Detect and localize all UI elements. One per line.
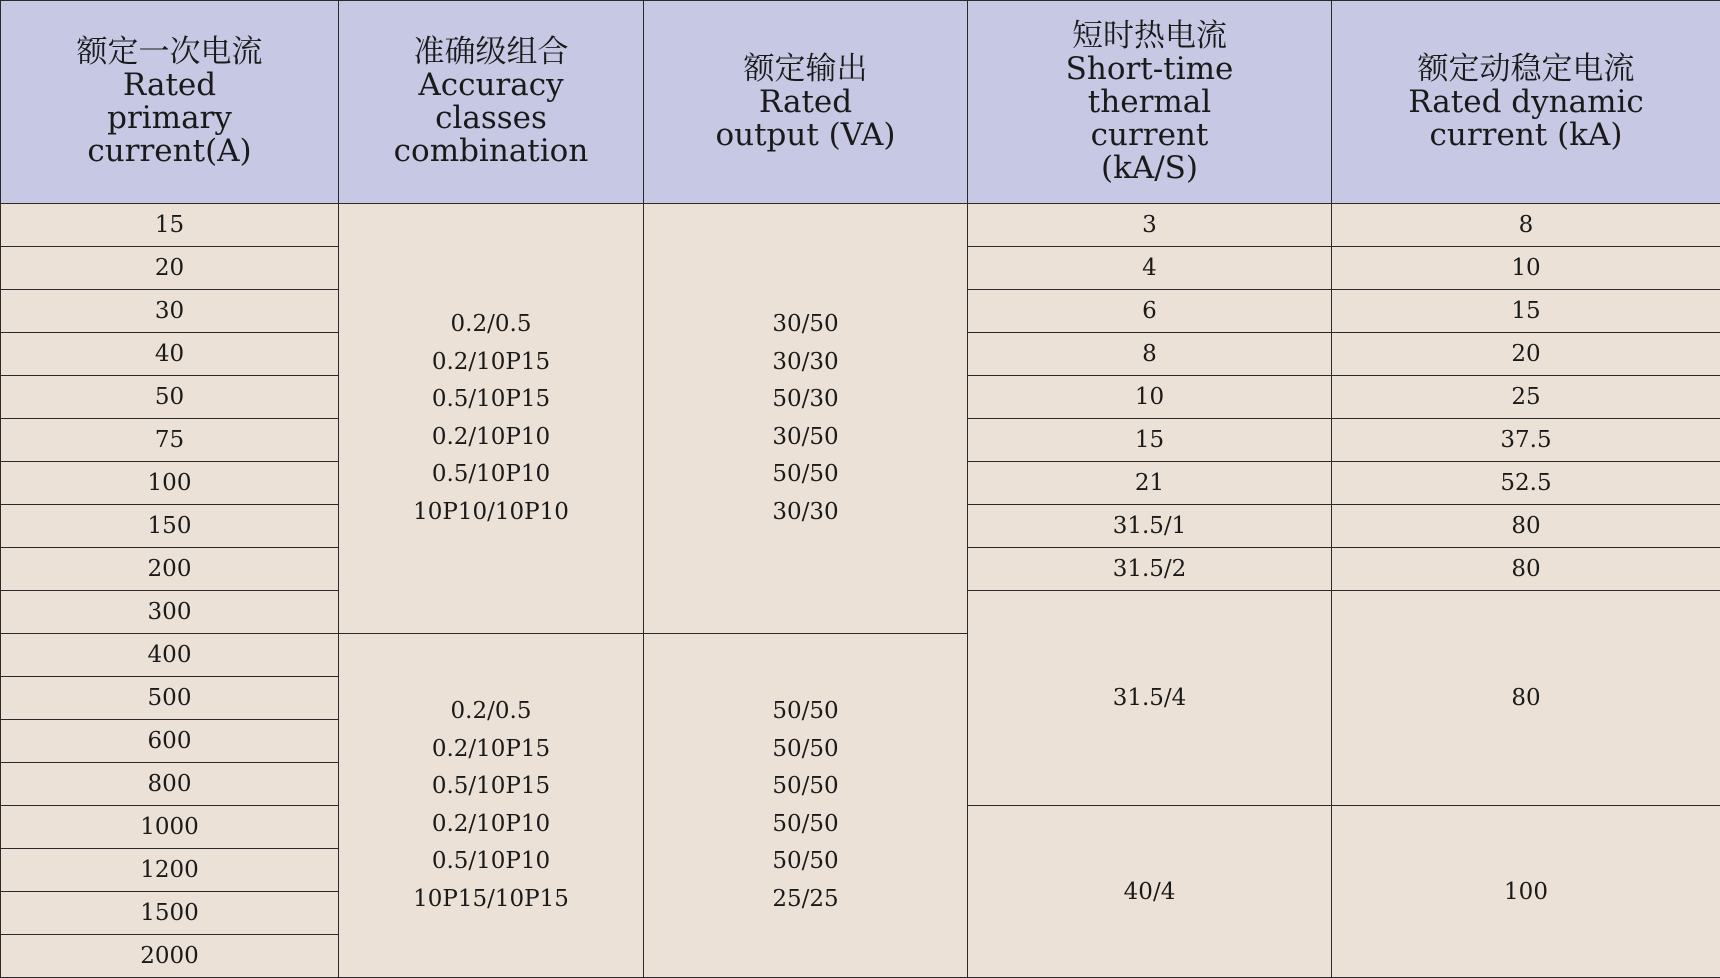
primary-current-cell: 15	[1, 204, 339, 247]
accuracy-group-2: 0.2/0.5 0.2/10P15 0.5/10P15 0.2/10P10 0.5/10P10 10P15/10P15	[339, 634, 644, 978]
thermal-current-cell: 31.5/2	[968, 548, 1332, 591]
dynamic-current-cell: 37.5	[1332, 419, 1720, 462]
dynamic-current-cell: 80	[1332, 505, 1720, 548]
accuracy-group-1: 0.2/0.5 0.2/10P15 0.5/10P15 0.2/10P10 0.5/10P10 10P10/10P10	[339, 204, 644, 634]
output-group-2: 50/50 50/50 50/50 50/50 50/50 25/25	[644, 634, 968, 978]
dynamic-current-cell: 10	[1332, 247, 1720, 290]
primary-current-cell: 500	[1, 677, 339, 720]
header-rated-output: 额定输出 Rated output (VA)	[644, 1, 968, 204]
header-rated-primary-current: 额定一次电流 Rated primary current(A)	[1, 1, 339, 204]
header-row	[1, 1, 1720, 204]
primary-current-cell: 1500	[1, 892, 339, 935]
header-accuracy-classes: 准确级组合 Accuracy classes combination	[339, 1, 644, 204]
header-short-time-thermal-current: 短时热电流 Short-time thermal current (kA/S)	[968, 1, 1332, 204]
primary-current-cell: 150	[1, 505, 339, 548]
table-row	[1, 204, 1720, 247]
thermal-current-cell: 31.5/1	[968, 505, 1332, 548]
primary-current-cell: 400	[1, 634, 339, 677]
dynamic-current-cell: 8	[1332, 204, 1720, 247]
primary-current-cell: 1200	[1, 849, 339, 892]
primary-current-cell: 100	[1, 462, 339, 505]
thermal-merged-cell-2: 40/4	[968, 806, 1332, 978]
dynamic-current-cell: 80	[1332, 548, 1720, 591]
primary-current-cell: 30	[1, 290, 339, 333]
header-rated-dynamic-current: 额定动稳定电流 Rated dynamic current (kA)	[1332, 1, 1720, 204]
thermal-current-cell: 3	[968, 204, 1332, 247]
primary-current-cell: 50	[1, 376, 339, 419]
primary-current-cell: 2000	[1, 935, 339, 978]
dynamic-current-cell: 15	[1332, 290, 1720, 333]
primary-current-cell: 600	[1, 720, 339, 763]
primary-current-cell: 300	[1, 591, 339, 634]
primary-current-cell: 1000	[1, 806, 339, 849]
thermal-current-cell: 10	[968, 376, 1332, 419]
dynamic-merged-cell-1: 80	[1332, 591, 1720, 806]
thermal-current-cell: 21	[968, 462, 1332, 505]
thermal-current-cell: 15	[968, 419, 1332, 462]
dynamic-current-cell: 52.5	[1332, 462, 1720, 505]
thermal-current-cell: 8	[968, 333, 1332, 376]
primary-current-cell: 800	[1, 763, 339, 806]
primary-current-cell: 200	[1, 548, 339, 591]
primary-current-cell: 40	[1, 333, 339, 376]
dynamic-current-cell: 20	[1332, 333, 1720, 376]
thermal-current-cell: 4	[968, 247, 1332, 290]
primary-current-cell: 75	[1, 419, 339, 462]
output-group-1: 30/50 30/30 50/30 30/50 50/50 30/30	[644, 204, 968, 634]
primary-current-cell: 20	[1, 247, 339, 290]
thermal-merged-cell-1: 31.5/4	[968, 591, 1332, 806]
dynamic-current-cell: 25	[1332, 376, 1720, 419]
dynamic-merged-cell-2: 100	[1332, 806, 1720, 978]
thermal-current-cell: 6	[968, 290, 1332, 333]
